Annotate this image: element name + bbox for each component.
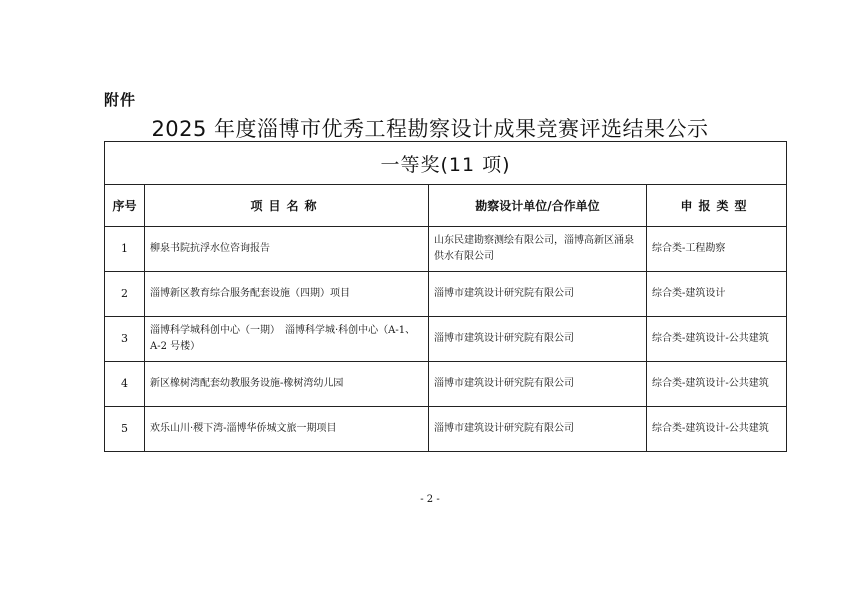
project-name: 淄博新区教育综合服务配套设施（四期）项目 [145,272,429,317]
design-unit: 山东民建勘察测绘有限公司，淄博高新区涌泉供水有限公司 [429,227,647,272]
application-type: 综合类-建筑设计-公共建筑 [647,362,787,407]
row-number: 3 [105,317,145,362]
row-number: 5 [105,407,145,452]
design-unit: 淄博市建筑设计研究院有限公司 [429,407,647,452]
project-name: 欢乐山川·稷下湾-淄博华侨城文旅一期项目 [145,407,429,452]
header-project-name: 项目名称 [145,185,429,227]
table-row [105,272,787,317]
project-name: 新区橡树湾配套幼教服务设施-橡树湾幼儿园 [145,362,429,407]
application-type: 综合类-建筑设计-公共建筑 [647,407,787,452]
project-name: 柳泉书院抗浮水位咨询报告 [145,227,429,272]
row-number: 1 [105,227,145,272]
design-unit: 淄博市建筑设计研究院有限公司 [429,272,647,317]
table-row [105,362,787,407]
award-heading: 一等奖(11 项) [105,142,787,185]
row-number: 4 [105,362,145,407]
results-table [104,141,787,452]
application-type: 综合类-工程勘察 [647,227,787,272]
design-unit: 淄博市建筑设计研究院有限公司 [429,317,647,362]
design-unit: 淄博市建筑设计研究院有限公司 [429,362,647,407]
table-row [105,317,787,362]
header-application-type: 申报类型 [647,185,787,227]
project-name: 淄博科学城科创中心（一期） 淄博科学城·科创中心（A-1、A-2 号楼） [145,317,429,362]
page-number: - 2 - [420,494,440,505]
row-number: 2 [105,272,145,317]
table-row [105,227,787,272]
document-title: 2025 年度淄博市优秀工程勘察设计成果竞赛评选结果公示 [151,117,709,141]
application-type: 综合类-建筑设计-公共建筑 [647,317,787,362]
award-heading-row [105,142,787,185]
header-no: 序号 [105,185,145,227]
attachment-label: 附件 [104,91,137,109]
table-row [105,407,787,452]
table-header-row [105,185,787,227]
header-design-unit: 勘察设计单位/合作单位 [429,185,647,227]
application-type: 综合类-建筑设计 [647,272,787,317]
